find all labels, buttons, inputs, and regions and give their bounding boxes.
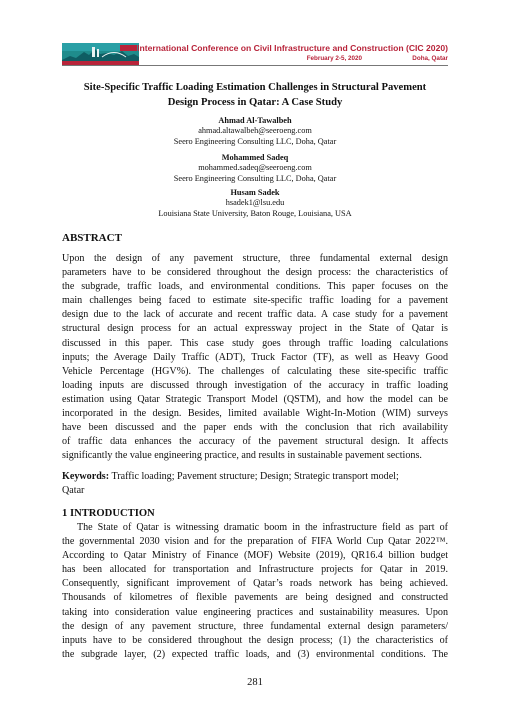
paper-title: [62, 81, 448, 110]
abstract-line: main challenges being faced to estimate site-specific traffic loading for a pavement: [62, 295, 448, 307]
introduction-body: [62, 521, 448, 662]
abstract-line: of traffic data enhances the accuracy of the pavement structural design. It affects: [62, 436, 448, 448]
author-block: [62, 153, 448, 184]
abstract-line: parameters have to be considered throughout the design process: the characteristics of: [62, 267, 448, 279]
author-email: ahmad.altawalbeh@seeroeng.com: [198, 126, 312, 136]
conference-location: Doha, Qatar: [412, 55, 448, 62]
abstract-line: loading inputs are discussed through investigation of the accuracy in traffic loading: [62, 379, 448, 391]
intro-line: the design of any pavement structure, three fundamental external design parameters/: [62, 620, 448, 632]
intro-line: has been allocated for transportation and Infrastructure projects for Qatar in 2019.: [62, 564, 448, 576]
section-heading-introduction: 1 INTRODUCTION: [62, 508, 155, 519]
abstract-line: Vehicle Percentage (HGV%). The challenges of calculating these site-specific traffic: [62, 365, 448, 377]
abstract-line: Upon the design of any pavement structure, three fundamental external design: [62, 253, 448, 264]
intro-line: Thousands of kilometres of flexible pavements are being designed and constructed: [62, 592, 448, 604]
keywords: [62, 470, 448, 497]
abstract-heading: ABSTRACT: [62, 232, 122, 244]
author-affiliation: Louisiana State University, Baton Rouge, Louisiana, USA: [158, 208, 352, 218]
author-name: Mohammed Sadeq: [221, 153, 289, 162]
page-number: 281: [247, 677, 263, 688]
abstract-line: design due to the lack of accurate and recent traffic data. A case study for a pavement: [62, 309, 448, 321]
abstract-line: the subgrade, traffic loads, and environmental conditions. This paper focuses on the: [62, 281, 448, 293]
intro-line: The State of Qatar is witnessing dramatic boom in the infrastructure field as part of: [62, 522, 448, 533]
keywords-line: Qatar: [62, 484, 85, 496]
author-email: mohammed.sadeq@seeroeng.com: [198, 163, 312, 173]
author-name: Husam Sadek: [230, 188, 280, 197]
header-divider: [62, 65, 448, 66]
intro-line: Consequently, significant improvement of Qatar’s roads network has being achieved.: [62, 578, 448, 590]
intro-line: the governmental 2030 vision and for the preparation of FIFA World Cup Qatar 2022™.: [62, 536, 448, 548]
abstract-line: have been discussed and the paper ends with the conclusion that rich availability: [62, 422, 448, 434]
abstract-line: incorporated in the design. Besides, limited available Wight-In-Motion (WIM) surveys: [62, 408, 448, 420]
intro-line: According to Qatar Ministry of Finance (MOF) Website (2019), QR16.4 billion budget: [62, 550, 448, 562]
conference-title: International Conference on Civil Infrastructure and Construction (CIC 2020): [137, 43, 448, 53]
author-affiliation: Seero Engineering Consulting LLC, Doha, Qatar: [173, 173, 337, 183]
abstract-line: inputs; the Average Daily Traffic (ADT), Truck Factor (TF), as well as Heavy Good: [62, 351, 448, 363]
abstract-line: significantly the value engineering practice, and results in sustainable pavement sections.: [62, 450, 422, 462]
author-block: [62, 116, 448, 147]
intro-line: inputs have to be considered throughout the design process; (1) the characteristics of: [62, 634, 448, 646]
conference-dates: February 2-5, 2020: [306, 55, 362, 62]
keywords-text: Traffic loading; Pavement structure; Design; Strategic transport model;: [111, 471, 399, 482]
keywords-label: Keywords:: [62, 471, 110, 482]
author-name: Ahmad Al-Tawalbeh: [218, 116, 292, 125]
abstract-body: [62, 252, 448, 463]
conference-banner-logo: [62, 43, 139, 65]
title-line: Site-Specific Traffic Loading Estimation Challenges in Structural Pavement: [83, 82, 427, 93]
abstract-line: discussed in this paper. This case study goes through traffic loading calculations: [62, 337, 448, 349]
title-line: Design Process in Qatar: A Case Study: [167, 96, 343, 108]
author-email: hsadek1@lsu.edu: [225, 198, 285, 208]
author-affiliation: Seero Engineering Consulting LLC, Doha, Qatar: [173, 136, 337, 146]
keywords-line: [62, 470, 448, 484]
abstract-line: structural design process for an actual expressway project in the State of Qatar is: [62, 323, 448, 335]
abstract-line: estimation using Qatar Strategic Transport Model (QSTM), and how the model can be: [62, 393, 448, 405]
author-block: [62, 188, 448, 219]
intro-line: the subgrade layer, (2) expected traffic loads, and (3) environmental conditions. The: [62, 648, 448, 660]
intro-line: taking into consideration value engineering practices and sustainability measures. Upon: [62, 606, 448, 618]
conference-header: [62, 43, 448, 65]
